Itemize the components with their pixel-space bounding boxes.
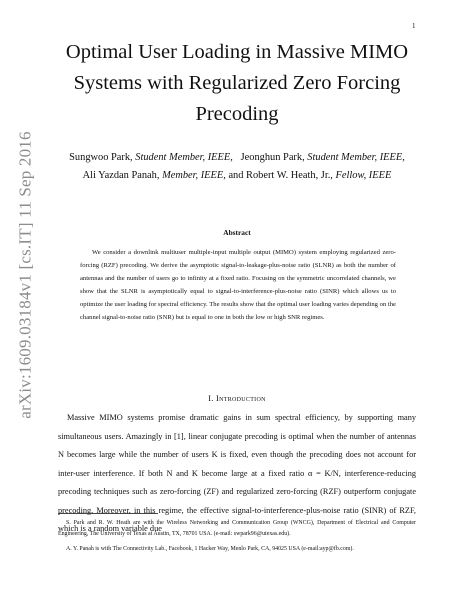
footnote-affiliation-1: S. Park and R. W. Heath are with the Wireless Networking and Communication Group (WNCG), Department of Electrical and Computer Engineering, The University of Texas at Austin, TX, 78701 USA. (e-mail: swpark96@utexas.edu). <box>58 520 416 537</box>
page-number: 1 <box>412 22 416 30</box>
author-line-2 <box>48 167 426 185</box>
footnote-affiliation-2: A. Y. Panah is with The Connectivity Lab., Facebook, 1 Hacker Way, Menlo Park, CA, 94025 USA (e-mail:ayp@fb.com). <box>66 546 354 552</box>
section-heading-introduction: I. Introduction <box>208 394 266 403</box>
author-name: Jeonghun Park, <box>240 152 305 163</box>
author-role: Student Member, IEEE, <box>135 152 233 163</box>
author-block <box>48 149 426 185</box>
arxiv-identifier-stamp <box>8 131 44 419</box>
author-name: Sungwoo Park, <box>69 152 133 163</box>
footnote-divider <box>58 513 158 514</box>
introduction-paragraph: Massive MIMO systems promise dramatic gains in sum spectral efficiency, by supporting many simultaneous users. Amazingly in [1], linear conjugate precoding is optimal when the number of antennas N becomes large while the number of users K is fixed, even though the precoding does not account for inter-user interference. If both N and K become large at a fixed ratio α = K/N, interference-reducing precoding techniques such as zero-forcing (ZF) and regularized zero-forcing (RZF) outperform conjugate precoding. Moreover, in this regime, the effective signal-to-interference-plus-noise ratio (SINR) of RZF, which is a random variable due <box>58 413 416 533</box>
author-role: Student Member, IEEE, <box>307 152 405 163</box>
arxiv-identifier-text: arXiv:1609.03184v1 [cs.IT] 11 Sep 2016 <box>16 131 35 419</box>
author-name: and Robert W. Heath, Jr., <box>228 170 333 181</box>
author-name: Ali Yazdan Panah, <box>82 170 160 181</box>
footnotes <box>58 518 416 560</box>
abstract-heading: Abstract <box>223 228 251 237</box>
author-role: Fellow, IEEE <box>335 170 392 181</box>
paper-title: Optimal User Loading in Massive MIMO Systems with Regularized Zero Forcing Precoding <box>65 41 409 125</box>
author-line-1 <box>48 149 426 167</box>
author-role: Member, IEEE, <box>162 170 226 181</box>
abstract-text: We consider a downlink multiuser multiple-input multiple output (MIMO) system employing regularized zero-forcing (RZF) precoding. We derive the asymptotic signal-to-leakage-plus-noise ratio (SLNR) as both the number of antennas and the number of users go to infinity at a fixed ratio. Focusing on the symmetric uncorrelated channels, we show that the SLNR is asymptotically equal to signal-to-interference-plus-noise ratio (SINR) which allows us to optimize the user loading for spectral efficiency. The results show that the optimal user loading varies depending on the channel signal-to-noise ratio (SNR) but is equal to one in both the low or high SNR regimes. <box>80 249 396 321</box>
